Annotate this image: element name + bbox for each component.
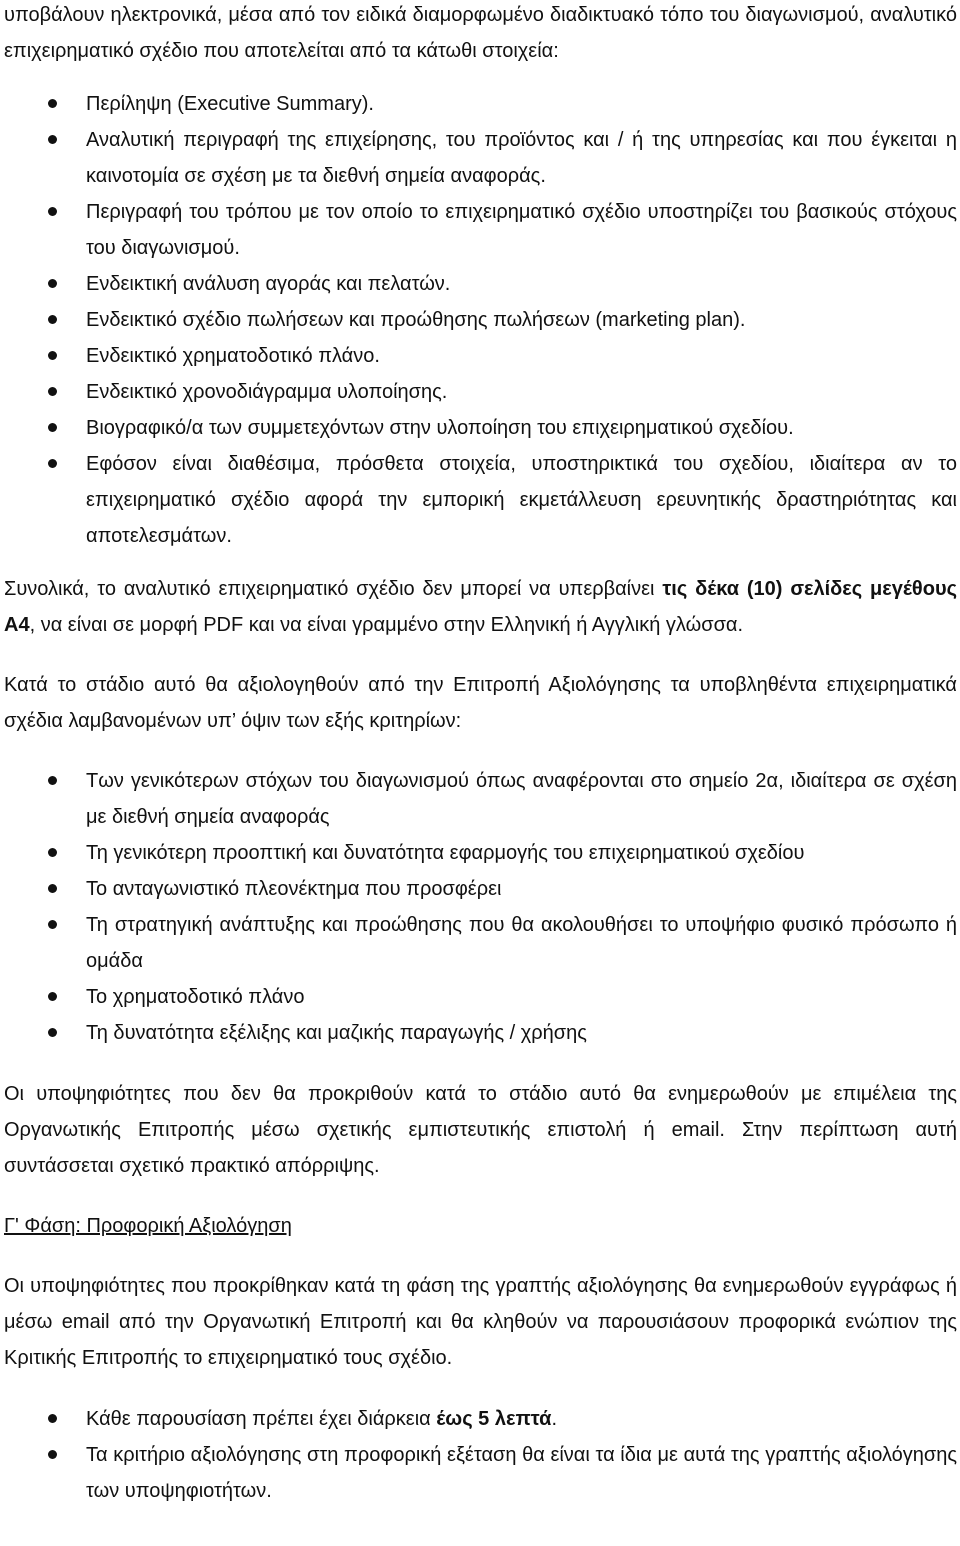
list-item: Ενδεικτική ανάλυση αγοράς και πελατών. <box>4 266 957 302</box>
presentation-text-after: . <box>551 1408 557 1430</box>
page-limit-emphasis: τις δέκα (10) σελίδες μεγέθους Α4 <box>4 578 958 636</box>
evaluation-criteria-list <box>4 763 957 1051</box>
list-item: Ενδεικτικό χρονοδιάγραμμα υλοποίησης. <box>4 374 957 410</box>
list-item: Αναλυτική περιγραφή της επιχείρησης, του προϊόντος και / ή της υπηρεσίας και που έγκειται η καινοτομία σε σχέση με τα διεθνή σημεία αναφοράς. <box>4 122 957 194</box>
list-item: Των γενικότερων στόχων του διαγωνισμού όπως αναφέρονται στο σημείο 2α, ιδιαίτερα σε σχέση με διεθνή σημεία αναφοράς <box>4 763 957 835</box>
page-limit-paragraph <box>4 571 957 643</box>
presentation-rules-list <box>4 1401 957 1509</box>
list-item: Εφόσον είναι διαθέσιμα, πρόσθετα στοιχεία, υποστηρικτικά του σχεδίου, ιδιαίτερα αν το επιχειρηματικό σχέδιο αφορά την εμπορική εκμετάλλευση ερευνητικής δραστηριότητας και αποτελεσμάτων. <box>4 446 957 554</box>
list-item: Τη γενικότερη προοπτική και δυνατότητα εφαρμογής του επιχειρηματικού σχεδίου <box>4 835 957 871</box>
list-item: Το ανταγωνιστικό πλεονέκτημα που προσφέρει <box>4 871 957 907</box>
list-item: Τη δυνατότητα εξέλιξης και μαζικής παραγωγής / χρήσης <box>4 1015 957 1051</box>
list-item: Τα κριτήριο αξιολόγησης στη προφορική εξέταση θα είναι τα ίδια με αυτά της γραπτής αξιολόγησης των υποψηφιοτήτων. <box>4 1437 957 1509</box>
presentation-text-before: Κάθε παρουσίαση πρέπει έχει διάρκεια <box>86 1408 437 1430</box>
list-item: Το χρηματοδοτικό πλάνο <box>4 979 957 1015</box>
page-limit-text-before: Συνολικά, το αναλυτικό επιχειρηματικό σχέδιο δεν μπορεί να υπερβαίνει <box>4 578 663 600</box>
list-item <box>4 1401 957 1437</box>
phase-heading: Γ' Φάση: Προφορική Αξιολόγηση <box>4 1215 292 1237</box>
list-item: Ενδεικτικό χρηματοδοτικό πλάνο. <box>4 338 957 374</box>
presentation-duration: έως 5 λεπτά <box>436 1408 552 1430</box>
page-limit-text-after: , να είναι σε μορφή PDF και να είναι γραμμένο στην Ελληνική ή Αγγλική γλώσσα. <box>29 614 744 636</box>
list-item: Βιογραφικό/α των συμμετεχόντων στην υλοποίηση του επιχειρηματικού σχεδίου. <box>4 410 957 446</box>
list-item: Περιγραφή του τρόπου με τον οποίο το επιχειρηματικό σχέδιο υποστηρίζει του βασικούς στόχους του διαγωνισμού. <box>4 194 957 266</box>
list-item: Ενδεικτικό σχέδιο πωλήσεων και προώθησης πωλήσεων (marketing plan). <box>4 302 957 338</box>
intro-paragraph: υποβάλουν ηλεκτρονικά, μέσα από τον ειδικά διαμορφωμένο διαδικτυακό τόπο του διαγωνισμού, αναλυτικό επιχειρηματικό σχέδιο που αποτελείται από τα κάτωθι στοιχεία: <box>4 4 957 62</box>
oral-evaluation-paragraph: Οι υποψηφιότητες που προκρίθηκαν κατά τη φάση της γραπτής αξιολόγησης θα ενημερωθούν εγγράφως ή μέσω email από την Οργανωτική Επιτροπή και θα κληθούν να παρουσιάσουν προφορικά ενώπιον της Κριτικής Επιτροπής το επιχειρηματικό τους σχέδιο. <box>4 1275 957 1369</box>
criteria-intro-paragraph: Κατά το στάδιο αυτό θα αξιολογηθούν από την Επιτροπή Αξιολόγησης τα υποβληθέντα επιχειρηματικά σχέδια λαμβανομένων υπ’ όψιν των εξής κριτηρίων: <box>4 674 957 732</box>
list-item: Τη στρατηγική ανάπτυξης και προώθησης που θα ακολουθήσει το υποψήφιο φυσικό πρόσωπο ή ομάδα <box>4 907 957 979</box>
rejection-paragraph: Οι υποψηφιότητες που δεν θα προκριθούν κατά το στάδιο αυτό θα ενημερωθούν με επιμέλεια της Οργανωτικής Επιτροπής μέσω σχετικής εμπιστευτικής επιστολή ή email. Στην περίπτωση αυτή συντάσσεται σχετικό πρακτικό απόρριψης. <box>4 1083 957 1177</box>
list-item: Περίληψη (Executive Summary). <box>4 86 957 122</box>
business-plan-requirements-list <box>4 86 957 554</box>
